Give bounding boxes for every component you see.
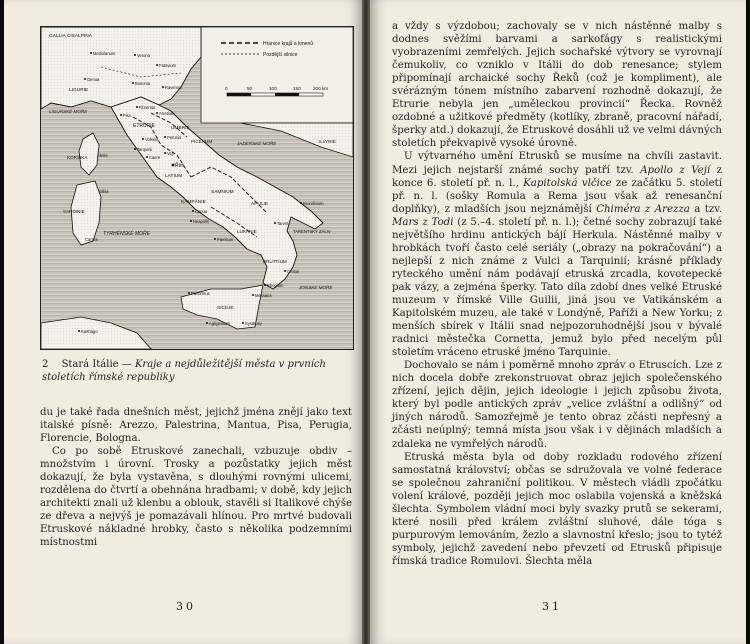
caption-italic: Kraje a nejdůležitější města v prvních stoletích římské republiky bbox=[42, 359, 326, 383]
paragraph: Dochovalo se nám i poměrně mnoho zpráv o Etruscích. Lze z nich docela dobře zrekonstruovat obraz jejich společenského zřízení, jejich dějin, jejich ideologie i jejich způsobu života, který byl podle antických zpráv „velice zvláštní a odlišný“ od jiných národů. Samozřejmě je tento obraz zčásti nepřesný a zčásti neúplný; temná místa jsou však i v dějinách mladších a zdaleka ne vymřelých národů. bbox=[392, 360, 722, 450]
city-label: Arretium bbox=[159, 111, 175, 116]
paragraph: du je také řada dnešních měst, jejichž jména znějí jako text italské písně: Arezzo, Palestrina, Mantua, Pisa, Perugia, Florencie, Bologna. bbox=[40, 407, 352, 445]
city-label: Paestum bbox=[217, 237, 234, 242]
city-label: Karthago bbox=[81, 329, 98, 334]
legend-text-borders: Hranice krajů a kmenů bbox=[263, 41, 314, 47]
city-label: Tarent bbox=[277, 221, 289, 226]
region-ionian-sea: JÓNSKÉ MOŘE bbox=[299, 285, 333, 290]
italic-title: Apollo z Vejí bbox=[640, 164, 711, 176]
city-label: Mediolanum bbox=[93, 51, 116, 56]
city-label: Rhegium bbox=[267, 283, 284, 288]
text-run: U výtvarného umění Etrusků se musíme na chvíli zastavit. Mezi jejich nejstarší známé sochy patří tzv. bbox=[392, 151, 722, 176]
region-bruttium: BRUTTIUM bbox=[263, 259, 287, 264]
region-adriatic-sea: JADERSKÉ MOŘE bbox=[237, 141, 277, 146]
legend-text-roads: Pozdější silnice bbox=[263, 52, 298, 58]
map-of-ancient-italy bbox=[40, 26, 354, 350]
city-label: Panormus bbox=[191, 291, 210, 296]
city-label: Neapolis bbox=[193, 219, 209, 224]
city-label: Veji bbox=[167, 151, 174, 156]
page-number-left: 30 bbox=[176, 600, 196, 613]
scale-tick-0: 0 bbox=[225, 86, 228, 91]
scale-tick-2: 100 bbox=[269, 86, 277, 91]
region-latium: LATIUM bbox=[165, 174, 183, 179]
city-label: Aleria bbox=[97, 153, 108, 158]
italic-title: Kapitolská vlčice bbox=[523, 177, 612, 189]
region-sardinia: SARDINIE bbox=[63, 209, 85, 214]
city-label: Genua bbox=[87, 77, 100, 82]
paragraph: Co po sobě Etruskové zanechali, vzbuzuje obdiv – množstvím i úrovní. Trosky a pozůstatky jejich měst dokazují, že byla vystavěna, s dlouhými rovnými ulicemi, rozdělena do čtvrtí a obehnána hradbami; v době, kdy jejich architekti znali už klenbu a oblouk, stavěli si Italikové chýše ze dřeva a nejvýš je pomazávali hlínou. Pro mrtvé budovali Etruskové nákladné hrobky, často s několika podzemními místnostmi bbox=[40, 446, 352, 549]
city-label: Agrigentum bbox=[209, 321, 230, 326]
book-spine bbox=[362, 0, 370, 644]
city-label: Olbia bbox=[99, 189, 109, 194]
city-label: Tarquinii bbox=[137, 147, 153, 152]
page-number-right: 31 bbox=[542, 600, 562, 613]
city-label: Syrakusy bbox=[245, 321, 262, 326]
city-label: Bononia bbox=[135, 81, 151, 86]
right-body-text bbox=[392, 20, 722, 568]
region-corsica: KORSIKA bbox=[67, 155, 88, 160]
paragraph: a vždy s výzdobou; zachovaly se v nich nástěnné malby s dodnes svěžími barvami a sarkofágy s realistickými vyobrazeními zemřelých. Jejich sochařské výtvory se vyrovnají čemukoliv, co vzniklo v Itálii do dob renesance; stylem připomínají archaické sochy Řeků (což je kompliment), ale svérázným tónem místního zabarvení rozhodně dokazují, že Etrurie nebyla jen „uměleckou provincií“ Řecka. Rovněž ozdobné a užitkové předměty (kotlíky, zbraně, pracovní nářadí, šperky atd.) dokazují, že Etruskové dosáhli už ve velmi dávných stoletích překvapivě vysoké úrovně. bbox=[392, 21, 722, 150]
caption-lead: Stará Itálie — bbox=[61, 359, 132, 370]
map-svg bbox=[41, 27, 353, 349]
map-caption bbox=[42, 358, 354, 384]
city-label: Caere bbox=[149, 155, 161, 160]
paragraph bbox=[392, 150, 722, 359]
region-illyria: ILLYRIE bbox=[319, 139, 336, 144]
region-picenum: PICENUM bbox=[191, 139, 213, 144]
region-campania: KAMPÁNIE bbox=[181, 200, 206, 205]
figure-number: 2 bbox=[42, 359, 49, 370]
city-label: Volsinii bbox=[145, 137, 158, 142]
text-run: a tzv. bbox=[689, 203, 723, 215]
city-label: Messana bbox=[255, 293, 272, 298]
city-label: Ravenna bbox=[165, 85, 182, 90]
region-samnium: SAMNIUM bbox=[211, 190, 234, 195]
city-label: Florentia bbox=[139, 105, 155, 110]
city-label: Brundisium bbox=[303, 201, 324, 206]
text-run: z konce 6. století př. n. l., bbox=[392, 164, 723, 189]
italic-title: Mars z Todi bbox=[392, 216, 454, 228]
left-page bbox=[4, 0, 362, 644]
region-etruria: ETRURIE bbox=[133, 123, 155, 129]
region-tyrrhenian-sea: TYRHÉNSKÉ MOŘE bbox=[103, 231, 150, 237]
region-umbria: UMBRIE bbox=[171, 126, 190, 131]
city-label: Perusia bbox=[167, 135, 181, 140]
region-liguria: LIGURIE bbox=[69, 88, 89, 93]
city-label: Capua bbox=[195, 209, 208, 214]
city-label: Croton bbox=[287, 269, 300, 274]
italic-title: Chiméra z Arezza bbox=[596, 203, 690, 215]
region-lucania: LUKÁNIE bbox=[237, 229, 257, 234]
region-ligurian-sea: LIGURSKÉ MOŘE bbox=[49, 109, 88, 114]
scale-tick-3: 150 bbox=[293, 86, 301, 91]
text-run: (z 5.–4. století př. n. l.); četné sochy zobrazují také největšího hrdinu antických bájí Herkula. Nástěnné malby v hrobkách tvoří často celé seriály („obrazy na pokračování“) a nejlepší z nich známe z Vulci a Tarquinií; krásné příklady ryteckého umění nám podávají etruská zrcadla, kovotepecké pak vázy, a zejména šperky. Tato díla zdobí dnes velké Etruské muzeum v římské Ville Guilii, jiná jsou ve Vatikánském a Kapitolském muzeu, ale také v Londýně, Paříži a New Yorku; z menších sbírek v Itálii snad nejpozoruhodnější jsou v bývalé radnici městečka Cornetta, jemuž bylo před necelým půl stoletím vráceno etruské jméno Tarquinie. bbox=[392, 216, 722, 359]
text-run: ze začátku 5. století př. n. l. (sošky Romula a Rema jsou však až renesanční doplňky), z mladších jsou nejznámější bbox=[392, 177, 722, 215]
left-body-text bbox=[40, 406, 352, 550]
city-label: Verona bbox=[137, 53, 150, 58]
region-tarentine-gulf: TARENTSKÝ ZÁLIV bbox=[293, 229, 331, 234]
city-label-rome: Řím bbox=[175, 163, 185, 169]
paragraph: Etruská města byla od doby rozkladu rodového zřízení samostatná království; občas se sdružovala ve volné federace se společnou zahraniční politikou. V městech vládli zpočátku volení králové, později jejich moc oslabila vojenská a kněžská šlechta. Symbolem vládní moci byly svazky prutů se sekerami, které nosili před králem zvláštní sluhové, dále tóga s purpurovým lemováním, žezlo a slavnostní křeslo; jsou to tytéž symboly, jejichž zavedení nebo převzetí od Etrusků připisuje římská tradice Romulovi. Šlechta měla bbox=[392, 451, 722, 567]
city-label: Patavium bbox=[159, 63, 177, 68]
right-page bbox=[370, 0, 746, 644]
region-sicily: SICÍLIE bbox=[217, 306, 234, 311]
scale-tick-1: 50 bbox=[247, 86, 253, 91]
scale-tick-4: 200 km bbox=[313, 86, 329, 91]
region-apulia: APULIE bbox=[251, 202, 269, 207]
city-label: Pisa bbox=[123, 113, 131, 118]
city-label: Caralis bbox=[85, 237, 98, 242]
region-gallia: GALLIA CISALPINA bbox=[49, 34, 92, 39]
